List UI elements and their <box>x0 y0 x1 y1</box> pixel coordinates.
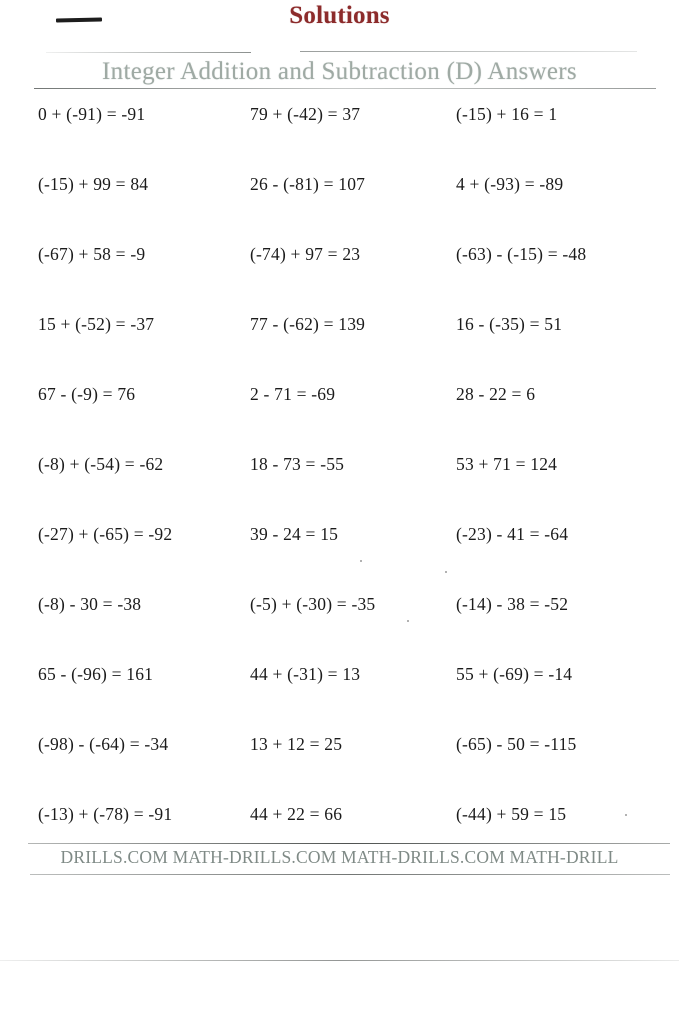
problem-cell: 26 - (-81) = 107 <box>250 174 366 194</box>
problem-cell: (-63) - (-15) = -48 <box>456 244 587 264</box>
problem-row <box>0 174 679 244</box>
problem-cell: (-44) + 59 = 15 <box>456 804 567 824</box>
problem-cell: (-74) + 97 = 23 <box>250 244 361 264</box>
problem-cell: 77 - (-62) = 139 <box>250 314 366 334</box>
problem-cell: (-5) + (-30) = -35 <box>250 594 376 614</box>
problem-cell: 44 + 22 = 66 <box>250 804 343 824</box>
problem-cell: (-13) + (-78) = -91 <box>38 804 173 824</box>
footer-watermark: DRILLS.COM MATH-DRILLS.COM MATH-DRILLS.COM MATH-DRILL <box>60 847 619 867</box>
problem-cell: (-8) - 30 = -38 <box>38 594 142 614</box>
problem-cell: 67 - (-9) = 76 <box>38 384 136 404</box>
scan-speck <box>625 814 627 816</box>
problem-cell: 16 - (-35) = 51 <box>456 314 563 334</box>
problem-grid <box>0 104 679 874</box>
problem-cell: 2 - 71 = -69 <box>250 384 336 404</box>
title-rule-bottom <box>34 88 656 89</box>
problem-cell: (-27) + (-65) = -92 <box>38 524 173 544</box>
problem-row <box>0 734 679 804</box>
problem-cell: 79 + (-42) = 37 <box>250 104 361 124</box>
problem-cell: 0 + (-91) = -91 <box>38 104 146 124</box>
problem-row <box>0 594 679 664</box>
problem-cell: 55 + (-69) = -14 <box>456 664 573 684</box>
problem-cell: (-98) - (-64) = -34 <box>38 734 169 754</box>
problem-cell: (-14) - 38 = -52 <box>456 594 569 614</box>
problem-cell: 28 - 22 = 6 <box>456 384 536 404</box>
title-rule-right <box>300 51 637 52</box>
problem-cell: 39 - 24 = 15 <box>250 524 339 544</box>
problem-cell: 44 + (-31) = 13 <box>250 664 361 684</box>
problem-row <box>0 314 679 384</box>
problem-cell: 18 - 73 = -55 <box>250 454 345 474</box>
problem-cell: (-67) + 58 = -9 <box>38 244 146 264</box>
problem-cell: (-15) + 99 = 84 <box>38 174 149 194</box>
problem-cell: 65 - (-96) = 161 <box>38 664 154 684</box>
solutions-title: Solutions <box>289 2 390 29</box>
footer-rule-top <box>28 843 670 844</box>
title-rule-left <box>46 52 251 53</box>
scan-edge-line <box>0 960 679 961</box>
footer-rule-bottom <box>30 874 670 875</box>
problem-cell: (-8) + (-54) = -62 <box>38 454 164 474</box>
problem-row <box>0 104 679 174</box>
problem-cell: 4 + (-93) = -89 <box>456 174 564 194</box>
problem-row <box>0 244 679 314</box>
problem-row <box>0 524 679 594</box>
problem-row <box>0 664 679 734</box>
problem-cell: 53 + 71 = 124 <box>456 454 558 474</box>
problem-cell: 13 + 12 = 25 <box>250 734 343 754</box>
scan-speck <box>407 620 409 622</box>
sheet-title: Integer Addition and Subtraction (D) Answers <box>102 58 577 85</box>
problem-row <box>0 384 679 454</box>
problem-cell: (-65) - 50 = -115 <box>456 734 577 754</box>
problem-cell: (-23) - 41 = -64 <box>456 524 569 544</box>
scan-speck <box>360 560 362 562</box>
problem-cell: (-15) + 16 = 1 <box>456 104 558 124</box>
problem-cell: 15 + (-52) = -37 <box>38 314 155 334</box>
problem-row <box>0 454 679 524</box>
scan-speck <box>445 571 447 573</box>
